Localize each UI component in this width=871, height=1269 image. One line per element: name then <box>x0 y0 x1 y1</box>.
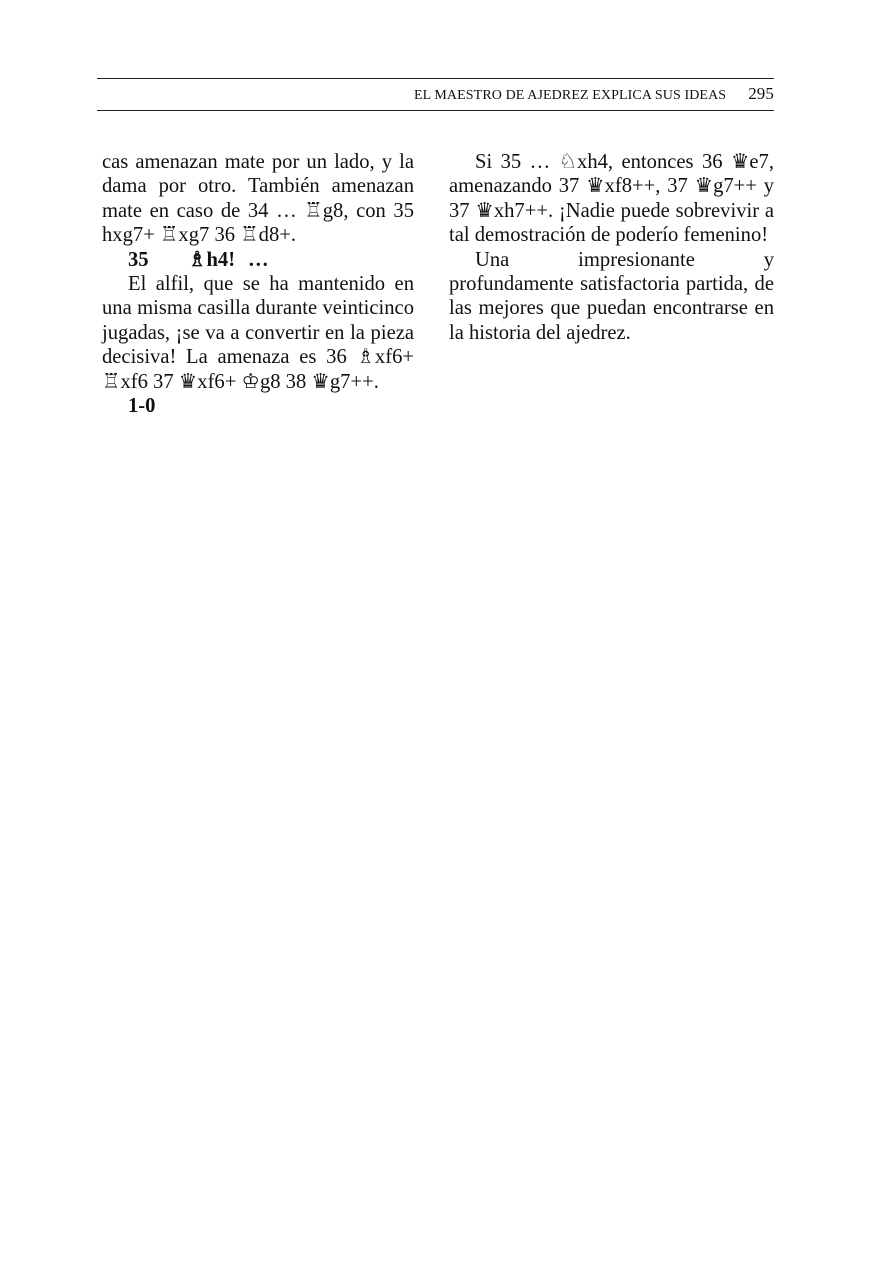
header-top-rule <box>97 78 774 79</box>
move-reply: … <box>248 248 269 271</box>
right-column <box>449 150 774 345</box>
move-text: ♗h4! <box>188 248 236 271</box>
right-paragraph-1: Si 35 … ♘xh4, entonces 36 ♛e7, amenazando 37 ♛xf8++, 37 ♛g7++ y 37 ♛xh7++. ¡Nadie puede sobrevivir a tal demostración de poderío femenino! <box>449 151 774 247</box>
right-paragraph-2: Una impresionante y profundamente satisfactoria partida, de las mejores que puedan encontrarse en la historia del ajedrez. <box>449 248 774 344</box>
game-result: 1-0 <box>128 395 156 418</box>
running-title: EL MAESTRO DE AJEDREZ EXPLICA SUS IDEAS <box>414 88 727 103</box>
move-number: 35 <box>128 248 149 271</box>
header-bottom-rule <box>97 110 774 111</box>
running-header <box>97 84 774 108</box>
page-number: 295 <box>748 84 774 103</box>
left-paragraph-1: cas amenazan mate por un lado, y la dama por otro. También amenazan mate en caso de 34 … ♖g8, con 35 hxg7+ ♖xg7 36 ♖d8+. <box>102 151 414 247</box>
move-line <box>102 248 414 272</box>
left-paragraph-2: El alfil, que se ha mantenido en una misma casilla durante veinticinco jugadas, ¡se va a convertir en la pieza decisiva! La amenaza es 36 ♗xf6+ ♖xf6 37 ♛xf6+ ♔g8 38 ♛g7++. <box>102 273 414 393</box>
left-column <box>102 150 414 418</box>
